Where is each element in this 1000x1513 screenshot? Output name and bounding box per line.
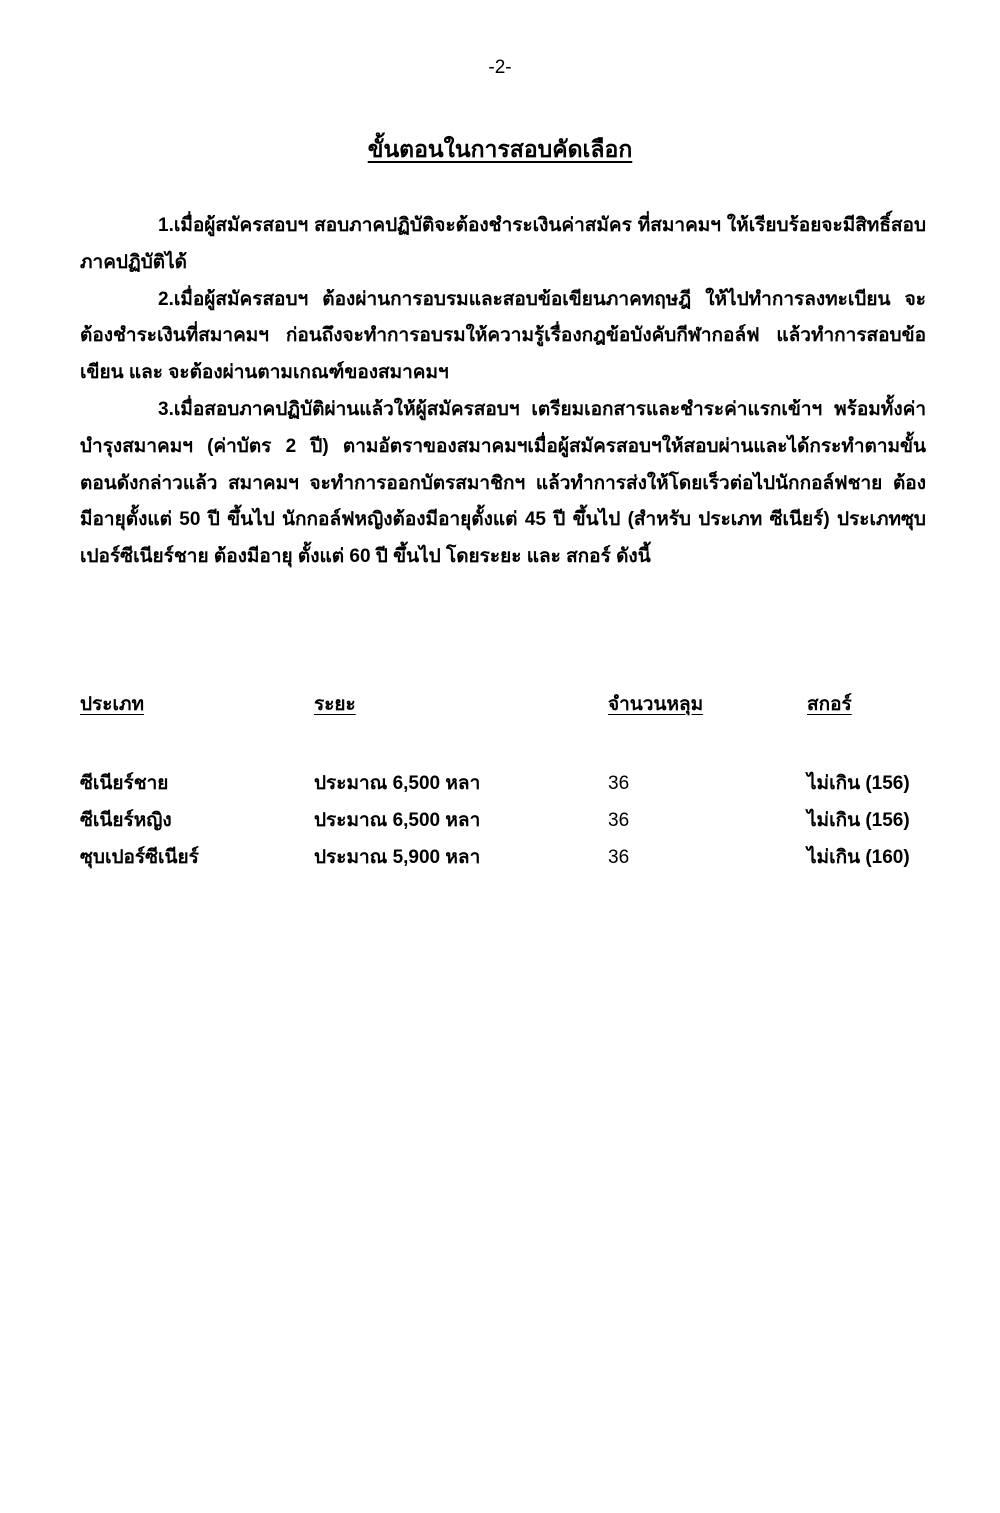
cell-distance: ประมาณ 6,500 หลา [314,773,481,794]
header-category: ประเภท [80,694,145,715]
cell-score: ไม่เกิน (160) [807,847,910,868]
cell-distance: ประมาณ 6,500 หลา [314,810,481,831]
criteria-table [80,686,940,876]
cell-score: ไม่เกิน (156) [807,773,910,794]
cell-distance: ประมาณ 5,900 หลา [314,847,481,868]
cell-holes: 36 [608,773,630,794]
document-title: ขั้นตอนในการสอบคัดเลือก [367,136,633,162]
table-header-row [80,686,940,723]
header-holes: จำนวนหลุม [608,694,704,715]
table-body [80,765,940,876]
cell-holes: 36 [608,847,630,868]
header-distance: ระยะ [314,694,356,715]
header-score: สกอร์ [807,694,852,715]
cell-category: ซีเนียร์หญิง [80,810,172,831]
table-row [80,839,940,876]
cell-category: ซีเนียร์ชาย [80,773,169,794]
page-number: -2- [488,57,512,78]
cell-category: ซุบเปอร์ซีเนียร์ [80,847,199,868]
paragraph-step-3: 3.เมื่อสอบภาคปฏิบัติผ่านแล้วให้ผู้สมัครสอบฯ เตรียมเอกสารและชำระค่าแรกเข้าฯ พร้อมทั้งค่าบำรุงสมาคมฯ (ค่าบัตร 2 ปี) ตามอัตราของสมาคมฯเมื่อผู้สมัครสอบฯให้สอบผ่านและได้กระทำตามขั้นตอนดังกล่าวแล้ว สมาคมฯ จะทำการออกบัตรสมาชิกฯ แล้วทำการส่งให้โดยเร็วต่อไปนักกอล์ฟชาย ต้องมีอายุตั้งแต่ 50 ปี ขึ้นไป นักกอล์ฟหญิงต้องมีอายุตั้งแต่ 45 ปี ขึ้นไป (สำหรับ ประเภท ซีเนียร์) ประเภทซุบเปอร์ซีเนียร์ชาย ต้องมีอายุ ตั้งแต่ 60 ปี ขึ้นไป โดยระยะ และ สกอร์ ดังนี้ [80,398,926,568]
document-body [80,208,926,576]
paragraph-step-2: 2.เมื่อผู้สมัครสอบฯ ต้องผ่านการอบรมและสอบข้อเขียนภาคทฤษฎี ให้ไปทำการลงทะเบียน จะต้องชำระเงินที่สมาคมฯ ก่อนถึงจะทำการอบรมให้ความรู้เรื่องกฎข้อบังคับกีฬากอล์ฟ แล้วทำการสอบข้อเขียน และ จะต้องผ่านตามเกณฑ์ของสมาคมฯ [80,288,926,384]
paragraph-step-1: 1.เมื่อผู้สมัครสอบฯ สอบภาคปฏิบัติจะต้องชำระเงินค่าสมัคร ที่สมาคมฯ ให้เรียบร้อยจะมีสิทธิ์สอบภาคปฏิบัติได้ [80,215,926,273]
table-row [80,802,940,839]
cell-score: ไม่เกิน (156) [807,810,910,831]
table-row [80,765,940,802]
cell-holes: 36 [608,810,630,831]
